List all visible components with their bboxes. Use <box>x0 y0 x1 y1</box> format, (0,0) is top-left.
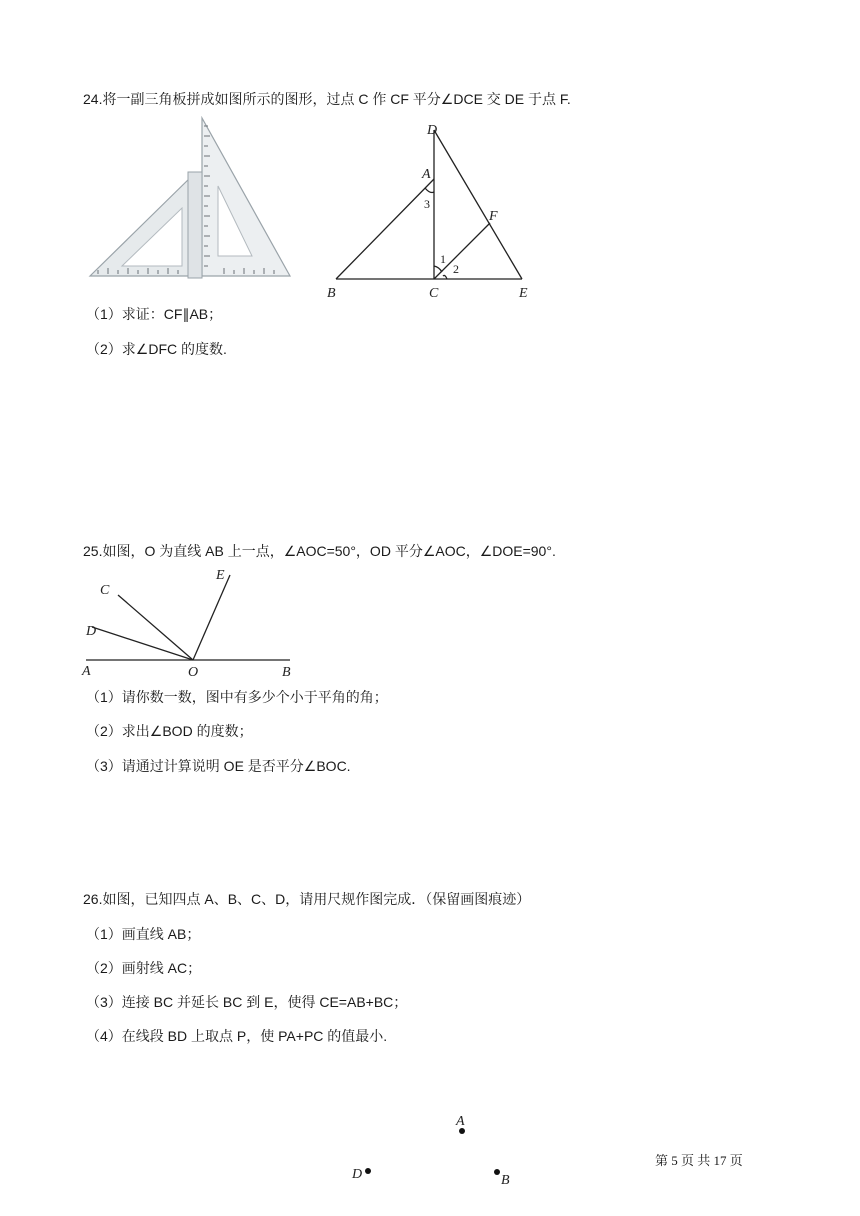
label-D: D <box>86 624 97 639</box>
set-square-photo <box>84 116 296 282</box>
q24-geometry-figure <box>322 116 540 302</box>
q26-part-2: （2）画射线 AC； <box>86 960 202 976</box>
q25-part-2: （2）求出∠BOD 的度数； <box>86 723 253 739</box>
angle-1-label: 1 <box>440 252 446 266</box>
label-A: A <box>82 664 91 679</box>
q26-part-1: （1）画直线 AB； <box>86 926 201 942</box>
q26-part-3: （3）连接 BC 并延长 BC 到 E，使得 CE=AB+BC； <box>86 994 408 1010</box>
label-A: A <box>456 1114 465 1129</box>
q25-part-1: （1）请你数一数，图中有多少个小于平角的角； <box>86 689 388 705</box>
label-A: A <box>422 167 431 182</box>
label-C: C <box>100 583 110 598</box>
label-B: B <box>282 665 291 680</box>
label-E: E <box>519 286 528 301</box>
q26-points-figure <box>340 1105 530 1189</box>
q24-stem: 24.将一副三角板拼成如图所示的图形，过点 C 作 CF 平分∠DCE 交 DE 于点 F. <box>83 91 571 107</box>
label-E: E <box>216 568 225 583</box>
q26-part-4: （4）在线段 BD 上取点 P，使 PA+PC 的值最小. <box>86 1028 388 1044</box>
label-C: C <box>429 286 439 301</box>
q25-part-3: （3）请通过计算说明 OE 是否平分∠BOC. <box>86 758 351 774</box>
point-D <box>365 1168 371 1174</box>
q25-geometry-figure <box>78 563 298 683</box>
q24-part-1: （1）求证：CF∥AB； <box>86 306 223 322</box>
label-F: F <box>489 209 498 224</box>
angle-3-label: 3 <box>424 197 430 211</box>
q26-stem: 26.如图，已知四点 A、B、C、D，请用尺规作图完成．（保留画图痕迹） <box>83 891 531 907</box>
label-O: O <box>188 665 199 680</box>
label-B: B <box>327 286 336 301</box>
q25-stem: 25.如图，O 为直线 AB 上一点，∠AOC=50°，OD 平分∠AOC，∠DOE=90°. <box>83 543 556 559</box>
q24-part-2: （2）求∠DFC 的度数. <box>86 341 227 357</box>
label-D: D <box>352 1167 363 1182</box>
angle-2-label: 2 <box>453 262 459 276</box>
label-D: D <box>427 123 438 138</box>
label-B: B <box>501 1173 510 1188</box>
page-number-footer: 第 5 页 共 17 页 <box>655 1153 743 1168</box>
point-B <box>494 1169 500 1175</box>
